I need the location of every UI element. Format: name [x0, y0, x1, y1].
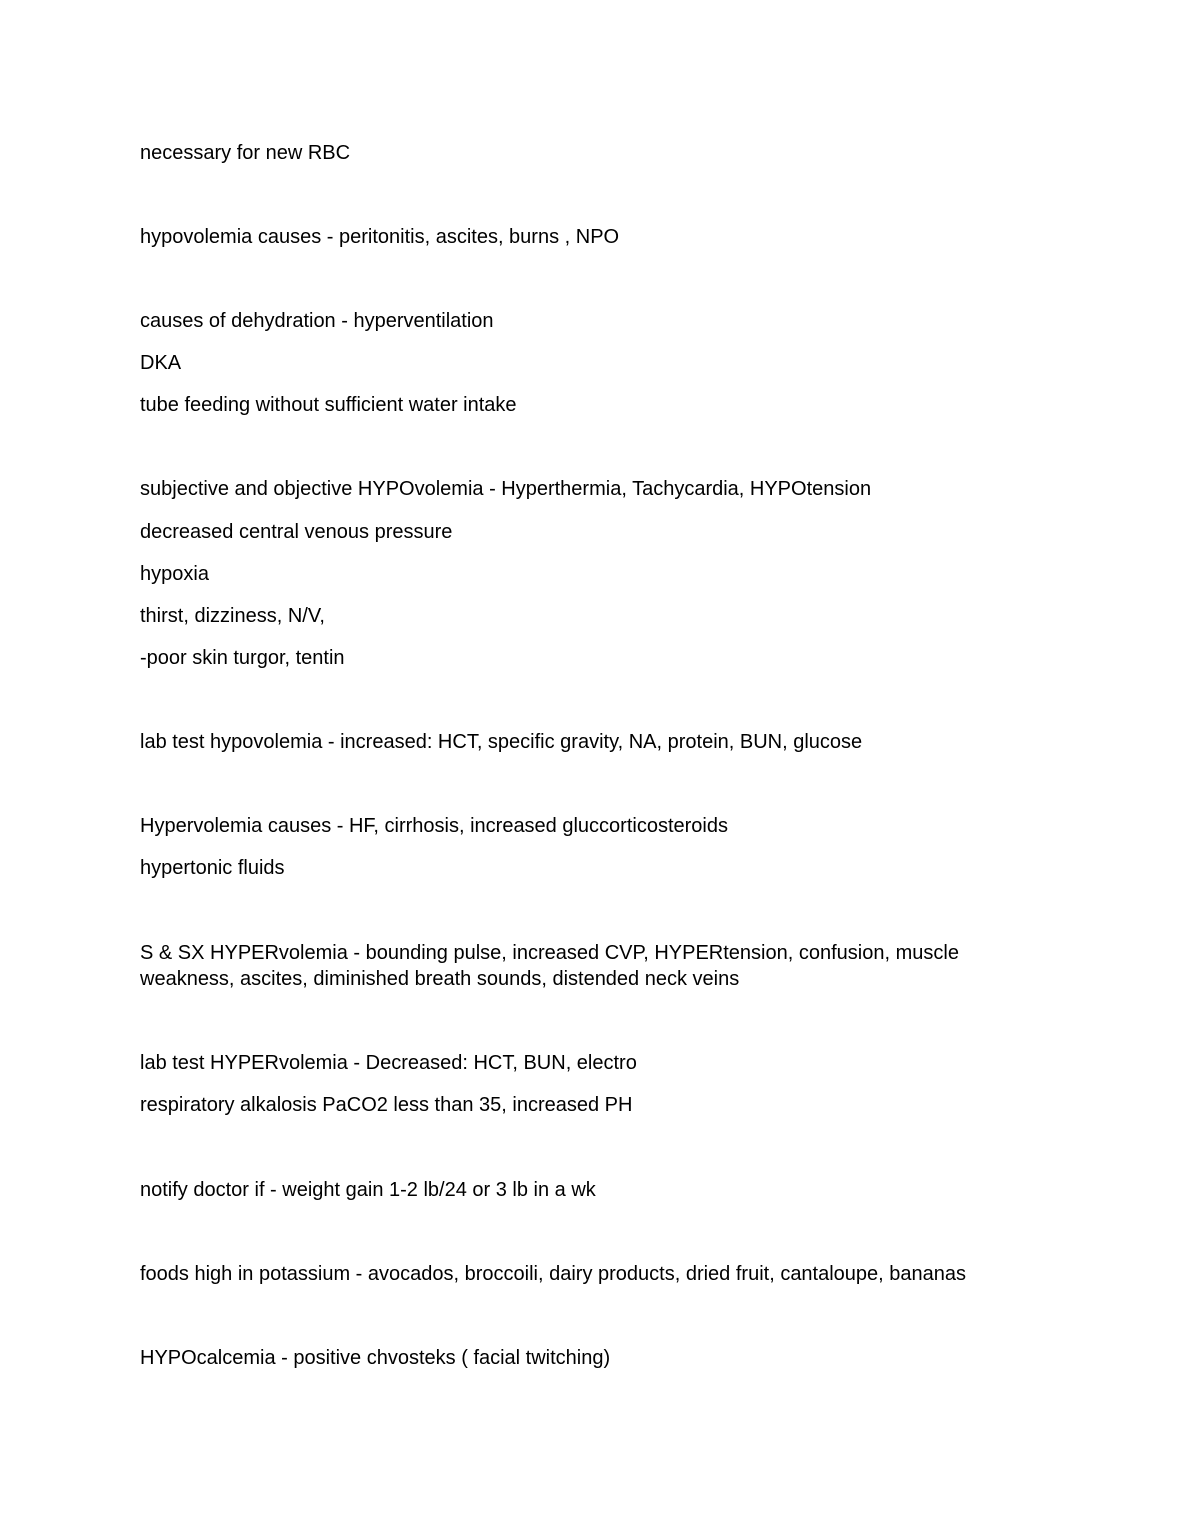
note-line: DKA [140, 352, 182, 374]
note-line: hypoxia [140, 563, 209, 585]
note-line: foods high in potassium - avocados, broccoili, dairy products, dried fruit, cantaloupe, bananas [140, 1263, 967, 1285]
note-line: Hypervolemia causes - HF, cirrhosis, increased gluccorticosteroids [140, 815, 728, 837]
note-line: causes of dehydration - hyperventilation [140, 310, 494, 332]
note-line: necessary for new RBC [140, 142, 351, 164]
note-line: HYPOcalcemia - positive chvosteks ( facial twitching) [140, 1347, 611, 1369]
note-line: respiratory alkalosis PaCO2 less than 35, increased PH [140, 1094, 633, 1116]
note-line: decreased central venous pressure [140, 521, 453, 543]
note-line: notify doctor if - weight gain 1-2 lb/24 or 3 lb in a wk [140, 1179, 596, 1201]
note-line: thirst, dizziness, N/V, [140, 605, 325, 627]
note-line: -poor skin turgor, tentin [140, 647, 345, 669]
note-line: lab test hypovolemia - increased: HCT, specific gravity, NA, protein, BUN, glucose [140, 731, 863, 753]
note-line: tube feeding without sufficient water intake [140, 394, 517, 416]
note-line: subjective and objective HYPOvolemia - Hyperthermia, Tachycardia, HYPOtension [140, 478, 872, 500]
note-line: hypovolemia causes - peritonitis, ascites, burns , NPO [140, 226, 620, 248]
note-line: lab test HYPERvolemia - Decreased: HCT, BUN, electro [140, 1052, 637, 1074]
note-line: hypertonic fluids [140, 857, 285, 879]
note-line: S & SX HYPERvolemia - bounding pulse, increased CVP, HYPERtension, confusion, muscle weakness, ascites, diminished breath sounds, distended neck veins [140, 942, 959, 990]
